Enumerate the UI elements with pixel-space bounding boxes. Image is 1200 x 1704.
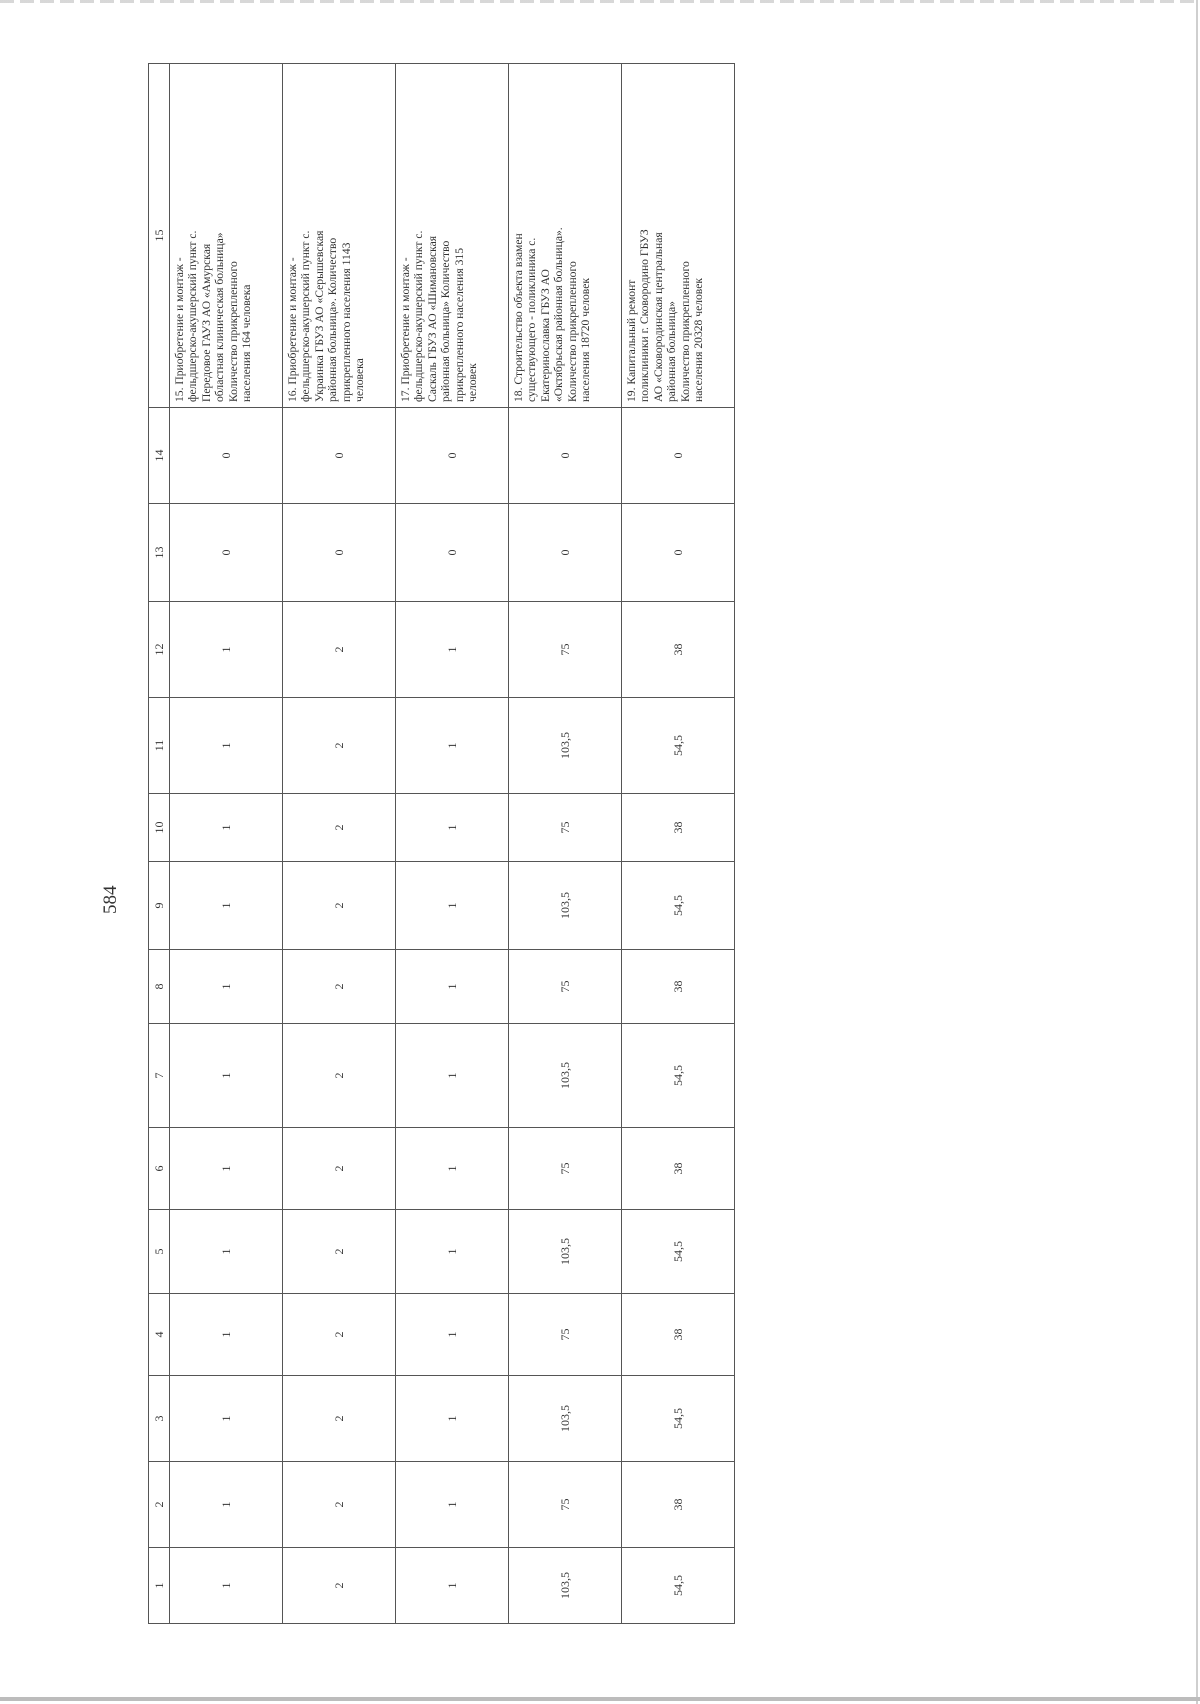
- table-cell: 1: [170, 1024, 283, 1128]
- description-line: 18. Строительство объекта взамен: [512, 233, 525, 402]
- table-cell: 54,5: [622, 1548, 735, 1624]
- table-cell: 2: [283, 1548, 396, 1624]
- table-cell: 38: [622, 1462, 735, 1548]
- table-cell: 1: [396, 862, 509, 950]
- table-cell: 75: [509, 794, 622, 862]
- column-header: 12: [149, 602, 170, 698]
- table-cell: 75: [509, 950, 622, 1024]
- table-cell: 1: [170, 602, 283, 698]
- table-cell: 38: [622, 602, 735, 698]
- description-cell: [622, 64, 735, 408]
- table-cell: 0: [170, 408, 283, 504]
- table-cell: 54,5: [622, 1024, 735, 1128]
- table-cell: 0: [622, 408, 735, 504]
- table-cell: 2: [283, 1294, 396, 1376]
- table-row: [509, 64, 622, 1624]
- column-header: 8: [149, 950, 170, 1024]
- table-cell: 1: [396, 1548, 509, 1624]
- table-cell: 1: [170, 794, 283, 862]
- description-line: 15. Приобретение и монтаж -: [173, 257, 186, 402]
- table-cell: 1: [396, 1462, 509, 1548]
- table-cell: 75: [509, 602, 622, 698]
- table-cell: 0: [509, 408, 622, 504]
- table-cell: 0: [396, 408, 509, 504]
- column-header: 15: [149, 64, 170, 408]
- table-cell: 103,5: [509, 1024, 622, 1128]
- description-line: Саскаль ГБУЗ АО «Шимановская: [425, 235, 439, 402]
- rotated-table-container: [148, 64, 705, 1624]
- column-header: 14: [149, 408, 170, 504]
- description-line: человека: [353, 358, 367, 402]
- column-header: 11: [149, 698, 170, 794]
- column-header: 13: [149, 504, 170, 602]
- table-cell: 0: [283, 504, 396, 602]
- description-line: Передовое ГАУЗ АО «Амурская: [199, 243, 213, 402]
- column-header: 10: [149, 794, 170, 862]
- column-header: 4: [149, 1294, 170, 1376]
- table-cell: 103,5: [509, 1210, 622, 1294]
- header-row: [149, 64, 170, 1624]
- table-cell: 1: [170, 698, 283, 794]
- description-line: Количество прикрепленного: [565, 261, 579, 402]
- column-header: 7: [149, 1024, 170, 1128]
- table-cell: 103,5: [509, 1548, 622, 1624]
- description-line: населения 164 человека: [240, 284, 254, 402]
- description-line: поликлиники г. Сковородино ГБУЗ: [638, 229, 652, 402]
- description-line: районная больница». Количество: [326, 237, 340, 402]
- description-line: населения 20328 человек: [692, 278, 706, 402]
- table-cell: 2: [283, 698, 396, 794]
- table-cell: 103,5: [509, 1376, 622, 1462]
- description-cell: [509, 64, 622, 408]
- table-cell: 1: [396, 1024, 509, 1128]
- description-line: фельдшерско-акушерский пункт с.: [186, 230, 200, 402]
- column-header: 9: [149, 862, 170, 950]
- description-line: населения 18720 человек: [579, 278, 593, 402]
- data-table: [148, 63, 735, 1624]
- table-row: [396, 64, 509, 1624]
- table-cell: 1: [170, 1548, 283, 1624]
- table-body: [170, 64, 735, 1624]
- table-cell: 54,5: [622, 1376, 735, 1462]
- table-cell: 1: [396, 794, 509, 862]
- scan-edge-right: [1196, 0, 1198, 1704]
- table-cell: 0: [170, 504, 283, 602]
- table-cell: 2: [283, 1128, 396, 1210]
- table-cell: 1: [170, 1294, 283, 1376]
- description-line: районная больница»: [665, 301, 679, 402]
- table-cell: 38: [622, 1128, 735, 1210]
- table-cell: 1: [396, 1128, 509, 1210]
- table-cell: 1: [396, 1210, 509, 1294]
- table-cell: 2: [283, 862, 396, 950]
- table-cell: 54,5: [622, 698, 735, 794]
- table-cell: 0: [283, 408, 396, 504]
- description-line: фельдшерско-акушерский пункт с.: [299, 230, 313, 402]
- table-cell: 2: [283, 1024, 396, 1128]
- scan-edge-bottom: [0, 1697, 1200, 1701]
- table-cell: 1: [170, 1376, 283, 1462]
- table-cell: 1: [170, 862, 283, 950]
- description-line: Украинка ГБУЗ АО «Серышевская: [312, 230, 326, 402]
- table-cell: 1: [170, 1462, 283, 1548]
- description-line: АО «Сковородинская центральная: [651, 232, 665, 402]
- column-header: 1: [149, 1548, 170, 1624]
- description-line: 16. Приобретение и монтаж -: [286, 257, 299, 402]
- table-cell: 0: [509, 504, 622, 602]
- table-cell: 2: [283, 1210, 396, 1294]
- column-header: 2: [149, 1462, 170, 1548]
- column-header: 5: [149, 1210, 170, 1294]
- table-row: [622, 64, 735, 1624]
- description-line: человек: [466, 363, 480, 402]
- table-cell: 1: [396, 1294, 509, 1376]
- description-cell: [283, 64, 396, 408]
- description-line: существующего - поликлиника с.: [525, 237, 539, 402]
- description-line: районная больница» Количество: [439, 240, 453, 402]
- table-cell: 2: [283, 1462, 396, 1548]
- description-line: «Октябрьская районная больница».: [552, 227, 566, 402]
- table-cell: 1: [170, 1128, 283, 1210]
- description-line: областная клиническая больница»: [213, 232, 227, 402]
- description-line: Екатеринославка ГБУЗ АО: [538, 269, 552, 402]
- table-cell: 1: [170, 1210, 283, 1294]
- table-cell: 38: [622, 1294, 735, 1376]
- table-cell: 38: [622, 794, 735, 862]
- description-cell: [170, 64, 283, 408]
- table-row: [283, 64, 396, 1624]
- table-cell: 1: [396, 950, 509, 1024]
- scan-edge-top: [0, 0, 1200, 3]
- description-cell: [396, 64, 509, 408]
- table-cell: 0: [396, 504, 509, 602]
- table-cell: 2: [283, 794, 396, 862]
- table-cell: 38: [622, 950, 735, 1024]
- column-header: 3: [149, 1376, 170, 1462]
- table-cell: 75: [509, 1294, 622, 1376]
- table-cell: 1: [396, 602, 509, 698]
- table-cell: 1: [170, 950, 283, 1024]
- description-line: Количество прикрепленного: [226, 261, 240, 402]
- description-line: фельдшерско-акушерский пункт с.: [412, 230, 426, 402]
- table-cell: 2: [283, 602, 396, 698]
- description-line: прикрепленного населения 1143: [339, 242, 353, 402]
- table-cell: 1: [396, 698, 509, 794]
- table-cell: 54,5: [622, 862, 735, 950]
- table-cell: 2: [283, 1376, 396, 1462]
- table-row: [170, 64, 283, 1624]
- table-cell: 75: [509, 1462, 622, 1548]
- table-cell: 103,5: [509, 862, 622, 950]
- table-cell: 54,5: [622, 1210, 735, 1294]
- table-cell: 75: [509, 1128, 622, 1210]
- table-cell: 2: [283, 950, 396, 1024]
- description-line: прикрепленного населения 315: [452, 247, 466, 402]
- table-cell: 103,5: [509, 698, 622, 794]
- table-cell: 1: [396, 1376, 509, 1462]
- page-number: 584: [100, 885, 121, 915]
- description-line: Количество прикрепленного: [678, 261, 692, 402]
- column-header: 6: [149, 1128, 170, 1210]
- description-line: 19. Капитальный ремонт: [625, 279, 638, 402]
- table-cell: 0: [622, 504, 735, 602]
- description-line: 17. Приобретение и монтаж -: [399, 257, 412, 402]
